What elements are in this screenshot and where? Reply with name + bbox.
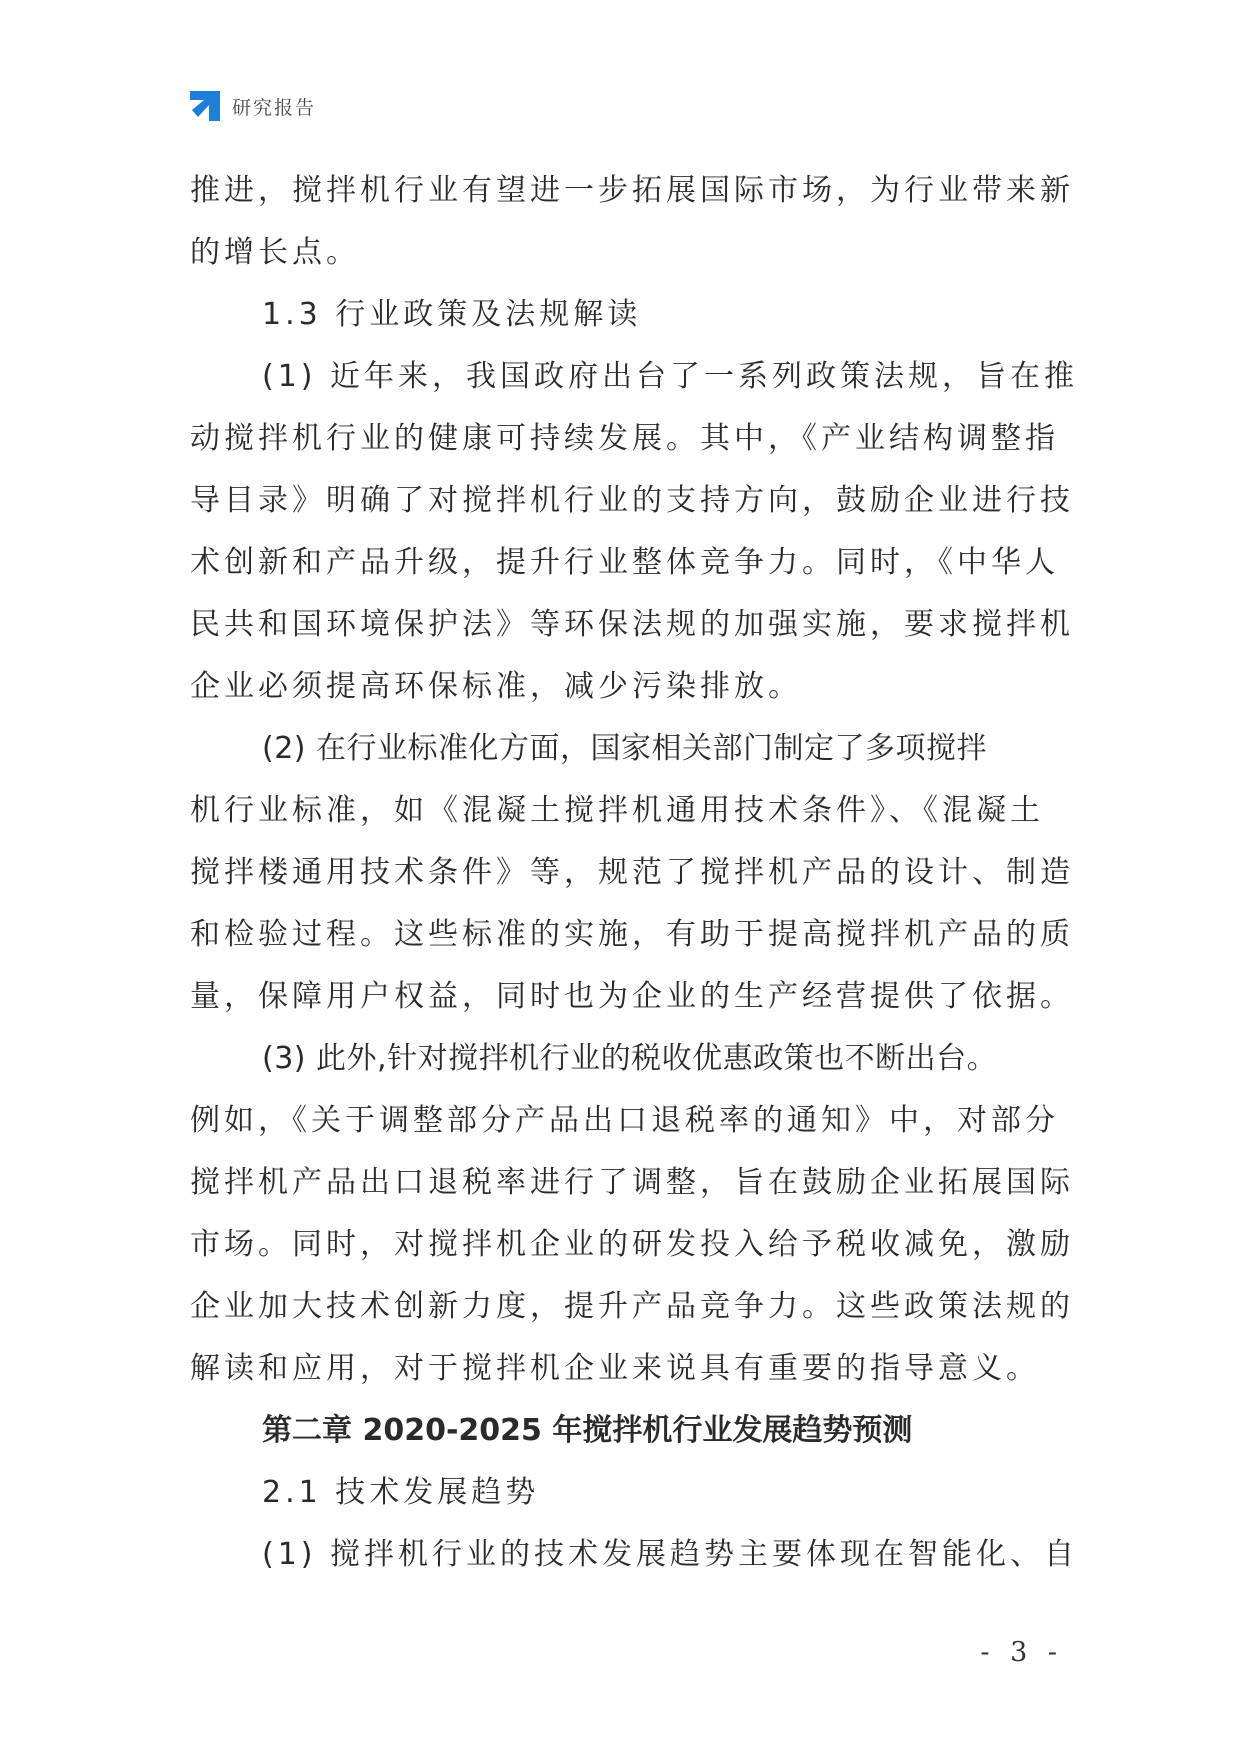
- text-line: 动搅拌机行业的健康可持续发展。其中，《产业结构调整指: [190, 421, 1059, 456]
- text-line: 和检验过程。这些标准的实施，有助于提高搅拌机产品的质: [190, 917, 1074, 952]
- section-heading-2-1: 2.1 技术发展趋势: [262, 1475, 540, 1510]
- text-line: 企业必须提高环保标准，减少污染排放。: [190, 669, 802, 704]
- section-heading-1-3: 1.3 行业政策及法规解读: [262, 297, 642, 332]
- text-line: (2) 在行业标准化方面，国家相关部门制定了多项搅拌: [262, 731, 988, 766]
- text-line: (1) 近年来，我国政府出台了一系列政策法规，旨在推: [262, 359, 1079, 394]
- text-line: 民共和国环境保护法》等环保法规的加强实施，要求搅拌机: [190, 607, 1074, 642]
- text-line: 企业加大技术创新力度，提升产品竞争力。这些政策法规的: [190, 1289, 1074, 1324]
- text-line: 搅拌机产品出口退税率进行了调整，旨在鼓励企业拓展国际: [190, 1165, 1074, 1200]
- text-line: 市场。同时，对搅拌机企业的研发投入给予税收减免，激励: [190, 1227, 1074, 1262]
- text-line: (3) 此外,针对搅拌机行业的税收优惠政策也不断出台。: [262, 1041, 998, 1076]
- text-line: 例如，《关于调整部分产品出口退税率的通知》中，对部分: [190, 1103, 1059, 1138]
- text-line: (1) 搅拌机行业的技术发展趋势主要体现在智能化、自: [262, 1537, 1079, 1572]
- page-number: - 3 -: [980, 1637, 1063, 1668]
- logo-arrow-icon: [190, 91, 220, 121]
- brand-label: 研究报告: [232, 96, 317, 119]
- page-header: [190, 90, 316, 122]
- text-line: 量，保障用户权益，同时也为企业的生产经营提供了依据。: [190, 979, 1074, 1014]
- text-line: 的增长点。: [190, 235, 360, 270]
- text-line: 解读和应用，对于搅拌机企业来说具有重要的指导意义。: [190, 1351, 1040, 1386]
- text-line: 推进，搅拌机行业有望进一步拓展国际市场，为行业带来新: [190, 173, 1074, 208]
- text-line: 术创新和产品升级，提升行业整体竞争力。同时，《中华人: [190, 545, 1059, 580]
- text-line: 机行业标准，如《混凝土搅拌机通用技术条件》、《混凝土: [190, 793, 1044, 828]
- chapter-2-title: 第二章 2020-2025 年搅拌机行业发展趋势预测: [262, 1413, 913, 1448]
- text-line: 导目录》明确了对搅拌机行业的支持方向，鼓励企业进行技: [190, 483, 1074, 518]
- text-line: 搅拌楼通用技术条件》等，规范了搅拌机产品的设计、制造: [190, 855, 1074, 890]
- document-body: [190, 160, 1079, 1586]
